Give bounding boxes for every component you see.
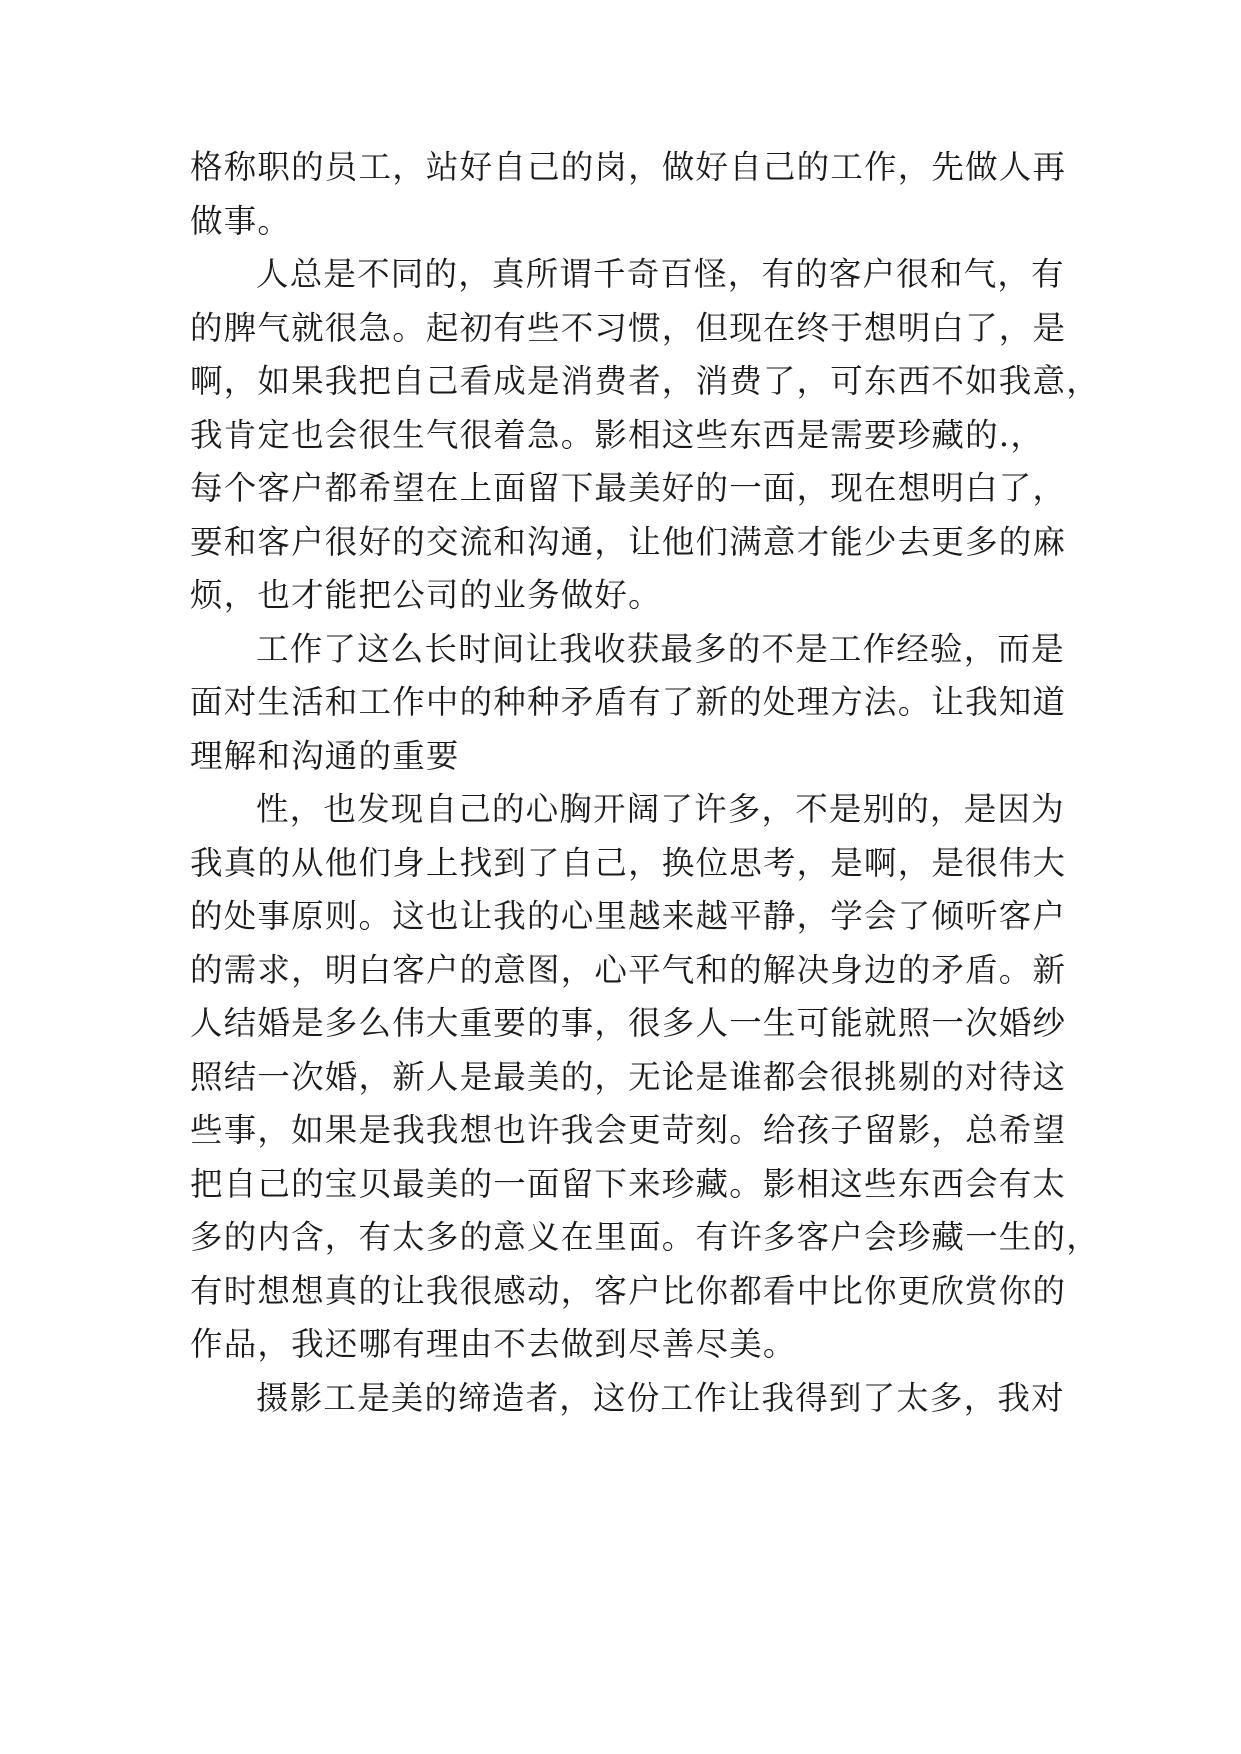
text-line: 做事。 — [190, 202, 292, 240]
text-line: 照结一次婚，新人是最美的，无论是谁都会很挑剔的对待这 — [190, 1058, 1067, 1096]
text-line: 每个客户都希望在上面留下最美好的一面，现在想明白了， — [190, 469, 1067, 507]
paragraph-start-line: 性，也发现自己的心胸开阔了许多，不是别的，是因为 — [256, 790, 1065, 828]
text-line: 啊，如果我把自己看成是消费者，消费了，可东西不如我意， — [190, 362, 1100, 400]
paragraph-start-line: 摄影工是美的缔造者，这份工作让我得到了太多，我对 — [256, 1379, 1065, 1417]
text-line: 面对生活和工作中的种种矛盾有了新的处理方法。让我知道 — [190, 683, 1067, 721]
text-line: 人结婚是多么伟大重要的事，很多人一生可能就照一次婚纱 — [190, 1004, 1067, 1042]
text-line: 的脾气就很急。起初有些不习惯，但现在终于想明白了，是 — [190, 309, 1067, 347]
text-line: 的处事原则。这也让我的心里越来越平静，学会了倾听客户 — [190, 897, 1067, 935]
text-line: 理解和沟通的重要 — [190, 737, 460, 775]
text-line: 多的内含，有太多的意义在里面。有许多客户会珍藏一生的， — [190, 1218, 1100, 1256]
text-line: 我肯定也会很生气很着急。影相这些东西是需要珍藏的.， — [190, 416, 1045, 454]
text-line: 要和客户很好的交流和沟通，让他们满意才能少去更多的麻 — [190, 523, 1067, 561]
text-line: 烦，也才能把公司的业务做好。 — [190, 576, 662, 614]
text-line: 些事，如果是我我想也许我会更苛刻。给孩子留影，总希望 — [190, 1111, 1067, 1149]
text-line: 有时想想真的让我很感动，客户比你都看中比你更欣赏你的 — [190, 1272, 1067, 1310]
text-line: 作品，我还哪有理由不去做到尽善尽美。 — [190, 1325, 797, 1363]
text-line: 把自己的宝贝最美的一面留下来珍藏。影相这些东西会有太 — [190, 1165, 1067, 1203]
text-line: 的需求，明白客户的意图，心平气和的解决身边的矛盾。新 — [190, 951, 1067, 989]
text-line: 格称职的员工，站好自己的岗，做好自己的工作，先做人再 — [190, 148, 1067, 186]
document-page — [190, 0, 1100, 1754]
paragraph-start-line: 人总是不同的，真所谓千奇百怪，有的客户很和气，有 — [256, 255, 1065, 293]
paragraph-start-line: 工作了这么长时间让我收获最多的不是工作经验，而是 — [256, 630, 1065, 668]
text-line: 我真的从他们身上找到了自己，换位思考，是啊，是很伟大 — [190, 844, 1067, 882]
